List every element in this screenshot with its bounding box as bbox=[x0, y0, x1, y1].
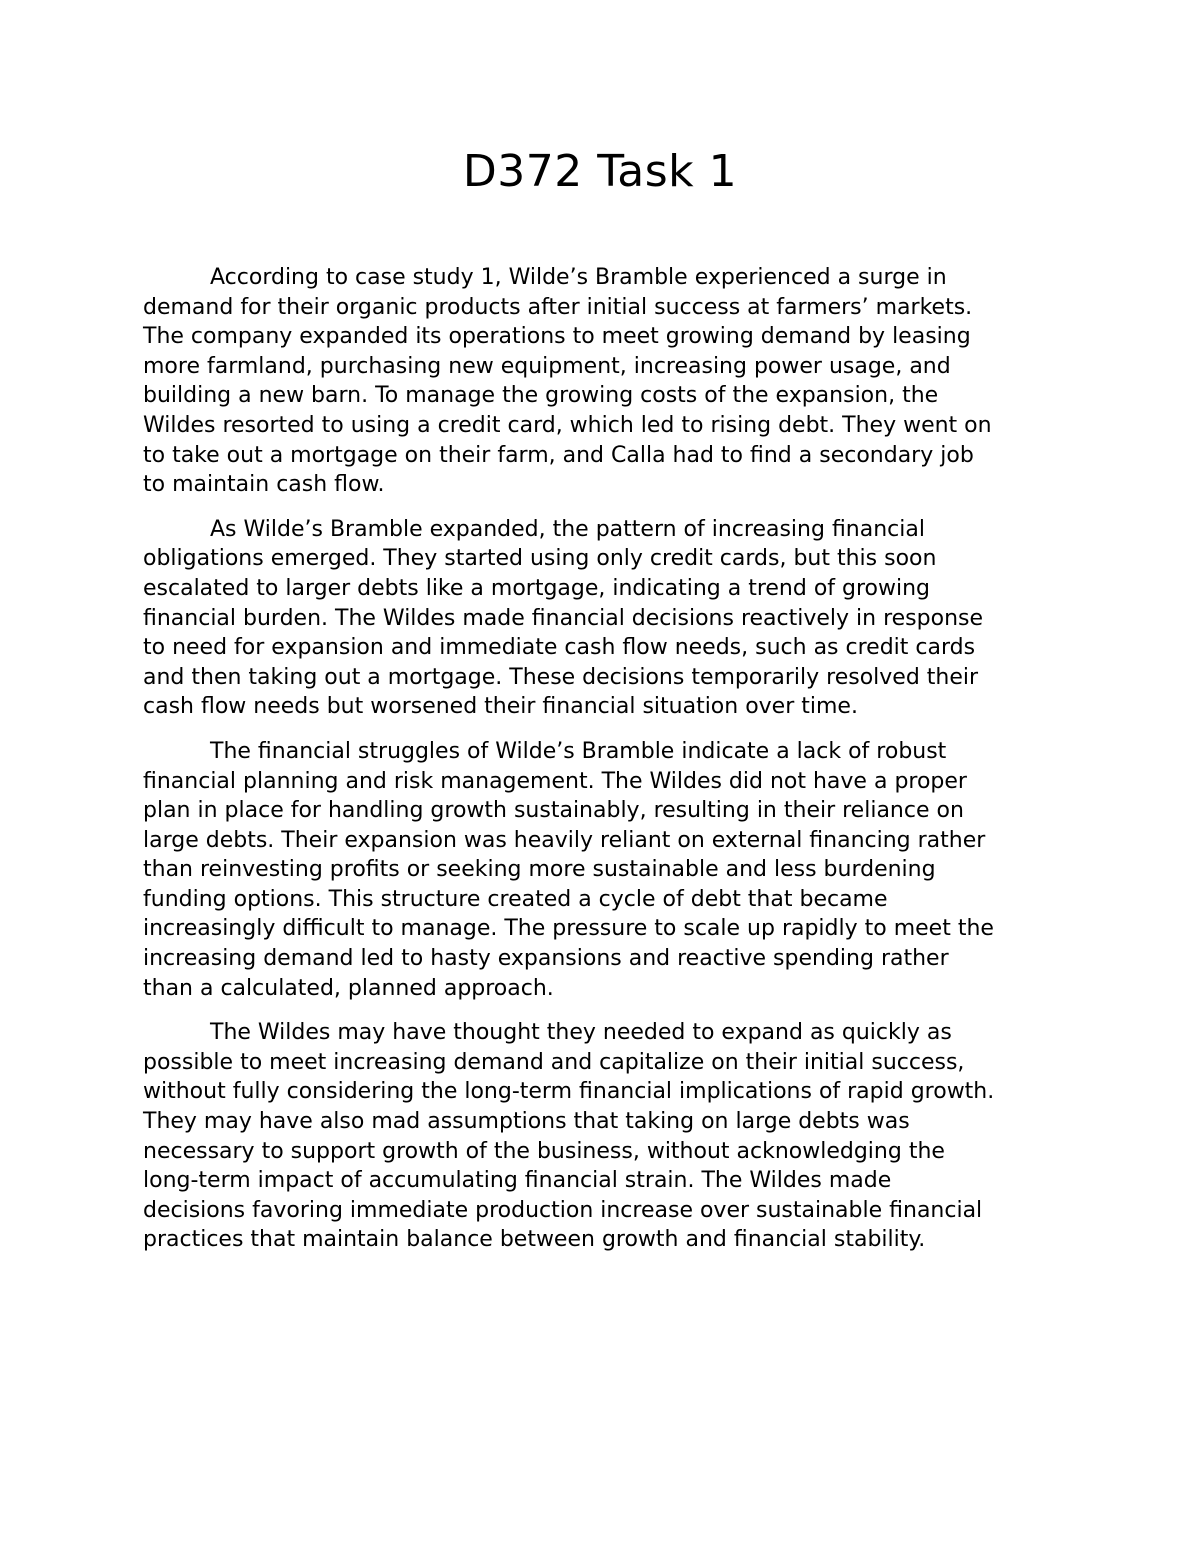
document-body bbox=[143, 263, 1063, 1270]
paragraph-financial-planning: The financial struggles of Wilde’s Bramble indicate a lack of robust financial planning and risk management. The Wildes did not have a proper plan in place for handling growth sustainably, resulting in their reliance on large debts. Their expansion was heavily reliant on external financing rather than reinvesting profits or seeking more sustainable and less burdening funding options. This structure created a cycle of debt that became increasingly difficult to manage. The pressure to scale up rapidly to meet the increasing demand led to hasty expansions and reactive spending rather than a calculated, planned approach. bbox=[143, 738, 994, 1001]
paragraph-case-summary: According to case study 1, Wilde’s Bramble experienced a surge in demand for their organic products after initial success at farmers’ markets. The company expanded its operations to meet growing demand by leasing more farmland, purchasing new equipment, increasing power usage, and building a new barn. To manage the growing costs of the expansion, the Wildes resorted to using a credit card, which led to rising debt. They went on to take out a mortgage on their farm, and Calla had to find a secondary job to maintain cash flow. bbox=[143, 265, 992, 498]
document-title: D372 Task 1 bbox=[462, 146, 738, 197]
paragraph-assumptions: The Wildes may have thought they needed to expand as quickly as possible to meet increasing demand and capitalize on their initial success, without fully considering the long-term financial implications of rapid growth. They may have also mad assumptions that taking on large debts was necessary to support growth of the business, without acknowledging the long-term impact of accumulating financial strain. The Wildes made decisions favoring immediate production increase over sustainable financial practices that maintain balance between growth and financial stability. bbox=[143, 1020, 995, 1253]
paragraph-debt-pattern: As Wilde’s Bramble expanded, the pattern of increasing financial obligations emerged. They started using only credit cards, but this soon escalated to larger debts like a mortgage, indicating a trend of growing financial burden. The Wildes made financial decisions reactively in response to need for expansion and immediate cash flow needs, such as credit cards and then taking out a mortgage. These decisions temporarily resolved their cash flow needs but worsened their financial situation over time. bbox=[143, 516, 984, 720]
